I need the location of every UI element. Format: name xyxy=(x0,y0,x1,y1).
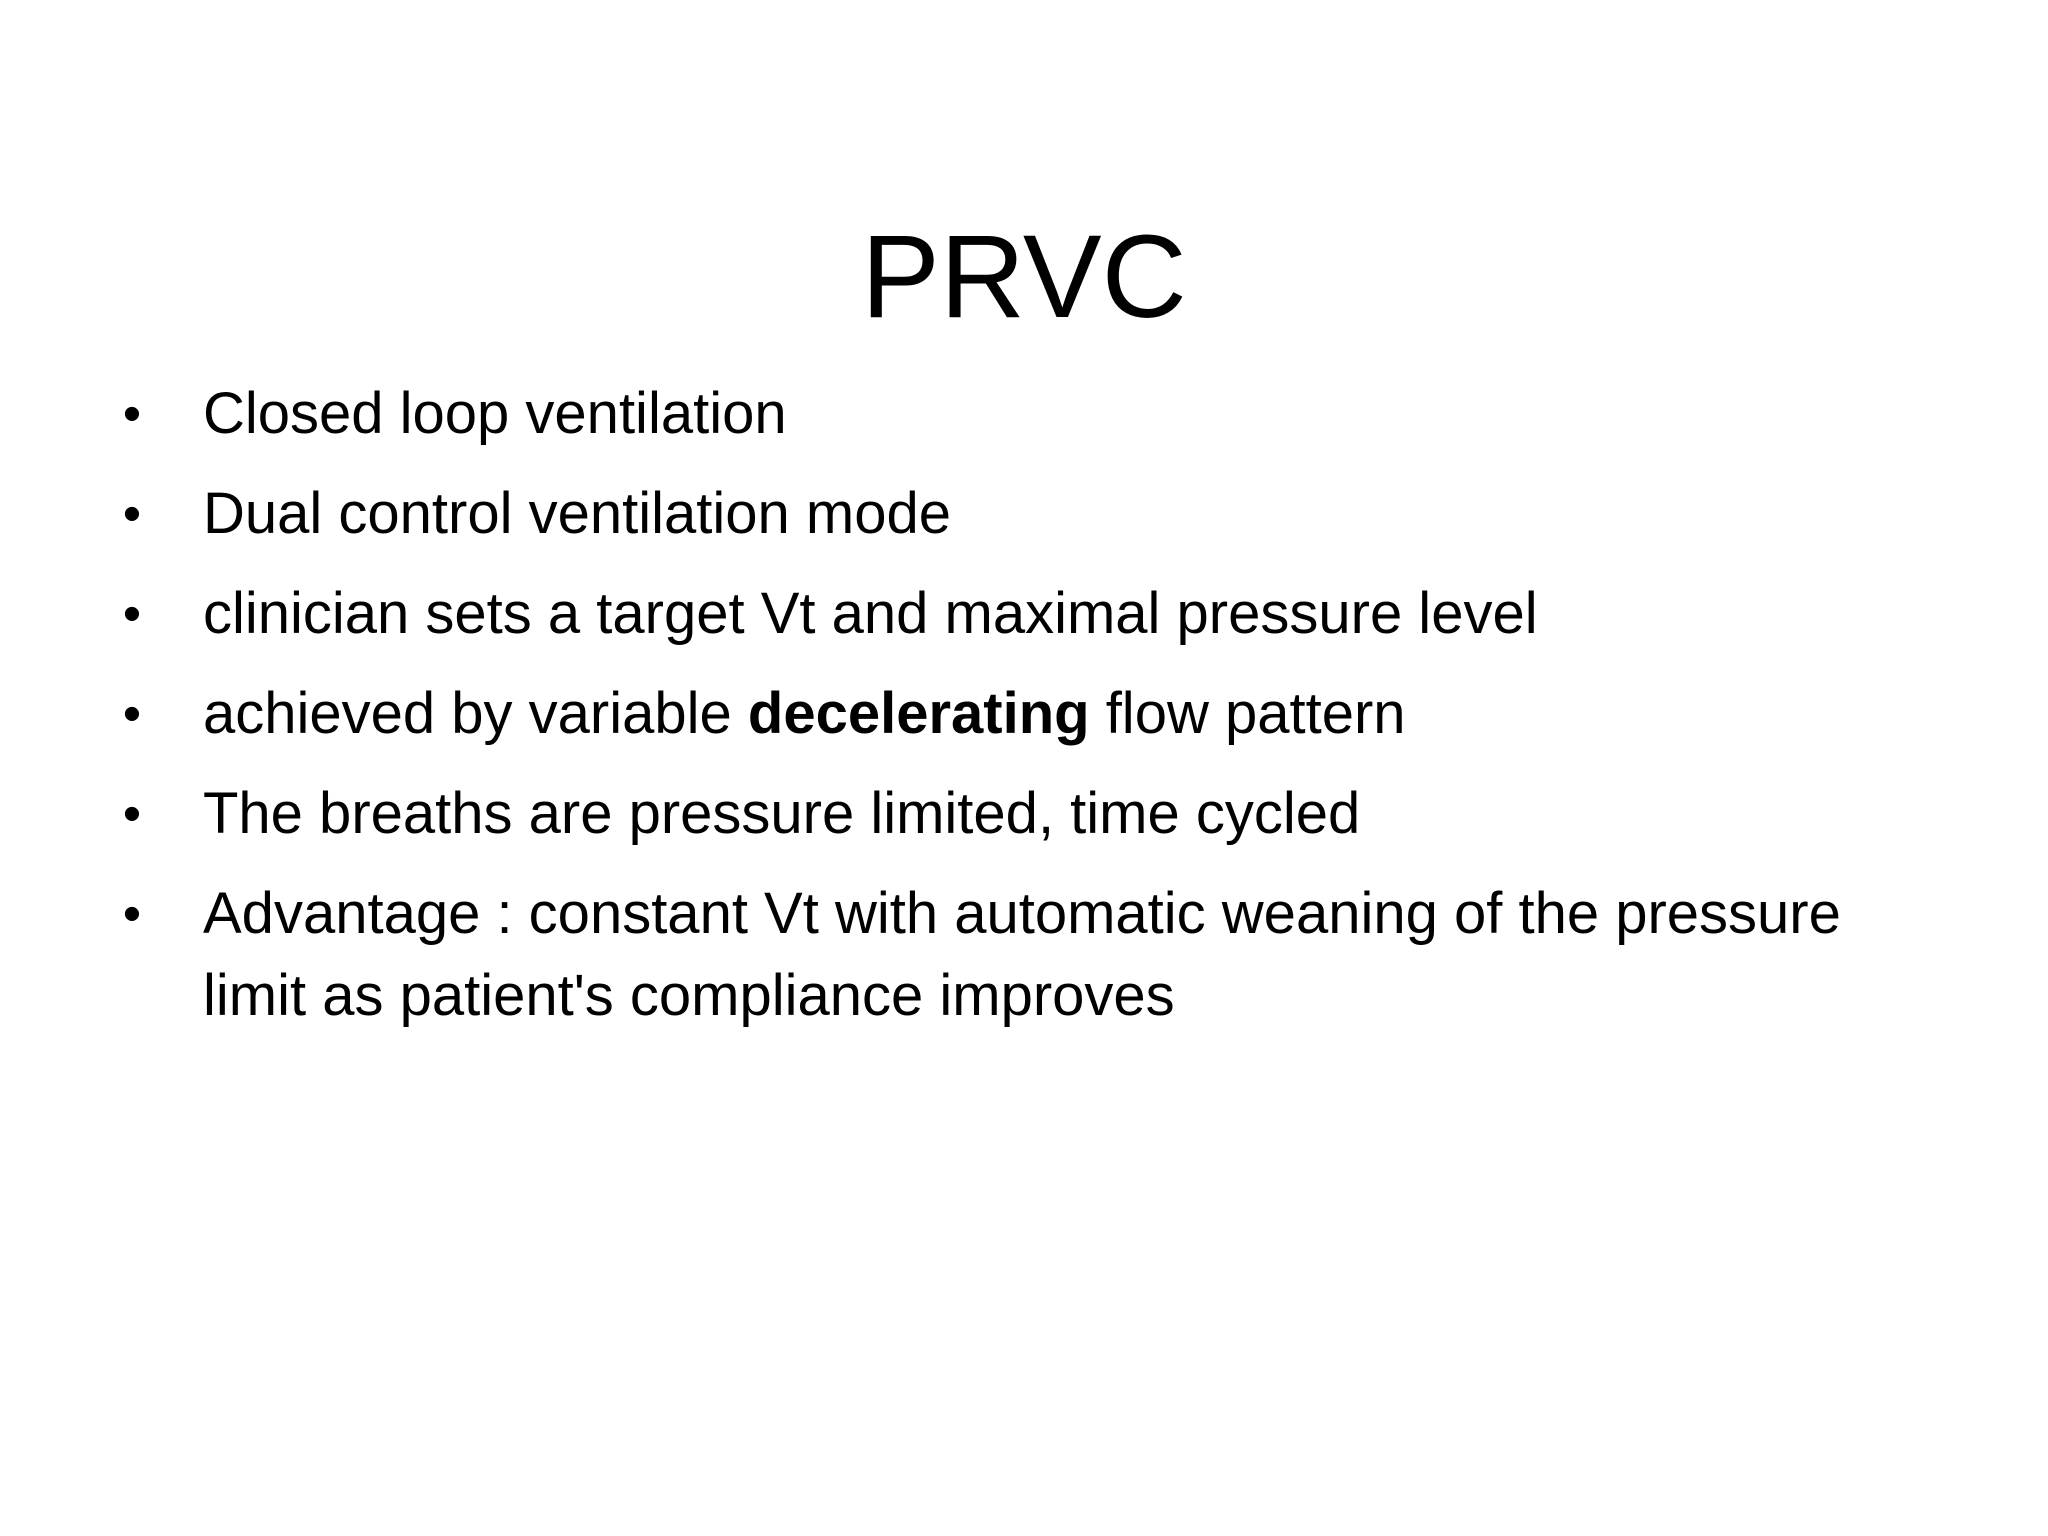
bullet-dot-icon: • xyxy=(122,385,142,443)
bullet-dot-icon: • xyxy=(122,885,142,943)
bullet-text xyxy=(203,673,1942,755)
bullet-text: Dual control ventilation mode xyxy=(203,481,951,546)
bullet-dot-icon: • xyxy=(122,485,142,543)
bullet-text: clinician sets a target Vt and maximal pressure level xyxy=(203,581,1538,646)
bullet-dot-icon: • xyxy=(122,585,142,643)
bullet-item-closed-loop xyxy=(112,373,1942,455)
bullet-item-breath-limits xyxy=(112,773,1942,855)
bullet-text: Advantage : constant Vt with automatic weaning of the pressure limit as patient's compliance improves xyxy=(203,881,1841,1028)
bullet-list xyxy=(112,373,1942,1055)
bullet-text: Closed loop ventilation xyxy=(203,381,787,446)
bullet-text-before-emphasis: achieved by variable xyxy=(203,681,748,746)
slide-title: PRVC xyxy=(861,211,1187,344)
emphasized-word: decelerating xyxy=(747,681,1090,746)
bullet-item-clinician-settings xyxy=(112,573,1942,655)
bullet-text: The breaths are pressure limited, time cycled xyxy=(203,781,1361,846)
bullet-item-flow-pattern xyxy=(112,673,1942,755)
bullet-item-advantage xyxy=(112,873,1942,1037)
bullet-item-dual-control xyxy=(112,473,1942,555)
bullet-dot-icon: • xyxy=(122,785,142,843)
bullet-text-after-emphasis: flow pattern xyxy=(1089,681,1406,746)
bullet-dot-icon: • xyxy=(122,685,142,743)
